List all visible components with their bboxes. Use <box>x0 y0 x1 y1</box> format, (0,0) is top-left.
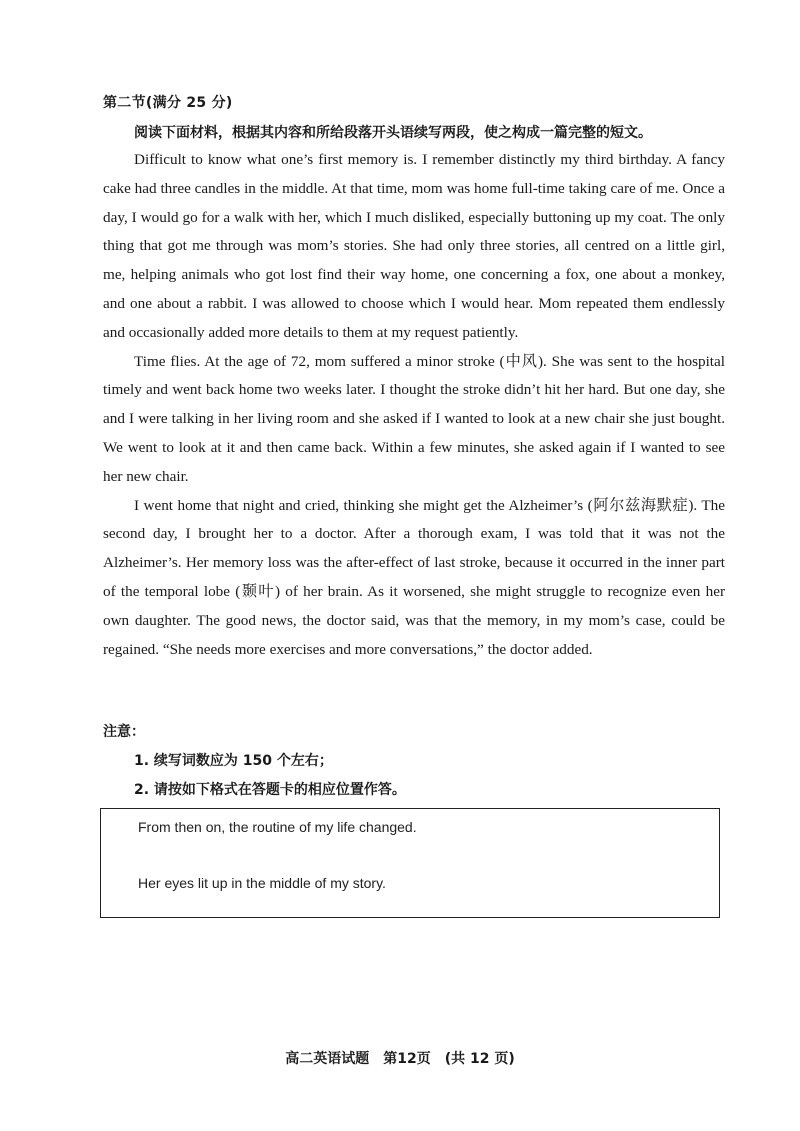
paragraph-opener-2: Her eyes lit up in the middle of my story. <box>138 875 386 891</box>
paragraph-opener-1: From then on, the routine of my life changed. <box>138 819 417 835</box>
note-item: 2. 请按如下格式在答题卡的相应位置作答。 <box>134 782 406 798</box>
page-footer: 高二英语试题 第12页 (共 12 页) <box>285 1051 515 1067</box>
passage <box>103 146 725 664</box>
section-heading: 第二节(满分 25 分) <box>103 95 233 111</box>
passage-paragraph-1: Difficult to know what one’s first memory is. I remember distinctly my third birthday. A fancy cake had three candles in the middle. At that time, mom was home full-time taking care of me. Once a day, I would go for a walk with her, which I much disliked, especially buttoning up my coat. The only thing that got me through was mom’s stories. She had only three stories, all centred on a little girl, me, helping animals who got lost find their way home, one concerning a fox, one about a monkey, and one about a rabbit. I was allowed to choose which I would hear. Mom repeated them endlessly and occasionally added more details to them at my request patiently. <box>103 151 725 341</box>
section-instruction: 阅读下面材料，根据其内容和所给段落开头语续写两段，使之构成一篇完整的短文。 <box>134 125 652 141</box>
passage-paragraph-3: I went home that night and cried, thinking she might get the Alzheimer’s (阿尔兹海默症). The second day, I brought her to a doctor. After a thorough exam, I was told that it was not the Alzheimer’s. Her memory loss was the after-effect of last stroke, because it occurred in the inner part of the temporal lobe (颞叶) of her brain. As it worsened, she might struggle to recognize even her own daughter. The good news, the doctor said, was that the memory, in my mom’s case, could be regained. “She needs more exercises and more conversations,” the doctor added. <box>103 496 725 658</box>
answer-format-box <box>100 808 720 918</box>
passage-paragraph-2: Time flies. At the age of 72, mom suffered a minor stroke (中风). She was sent to the hospital timely and went back home two weeks later. I thought the stroke didn’t hit her hard. But one day, she and I were talking in her living room and she asked if I wanted to look at a new chair she just bought. We went to look at it and then came back. Within a few minutes, she asked again if I wanted to see her new chair. <box>103 352 725 485</box>
note-item: 1. 续写词数应为 150 个左右； <box>134 753 333 769</box>
notes-label: 注意： <box>103 724 145 740</box>
